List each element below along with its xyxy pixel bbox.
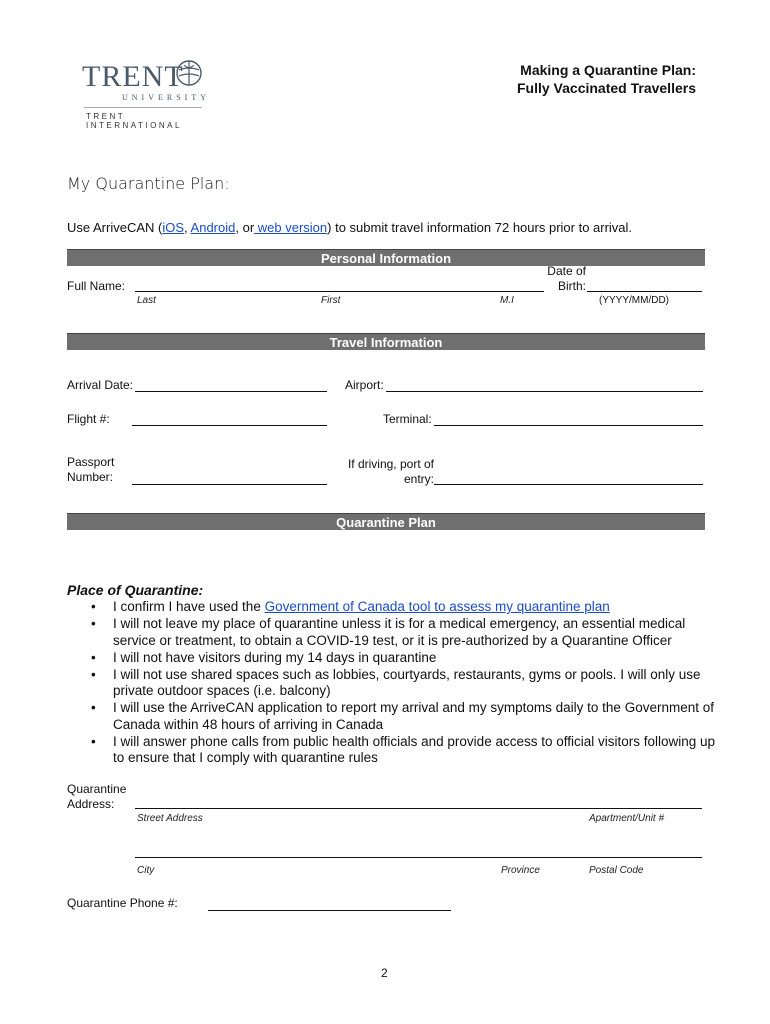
- list-item: [67, 650, 717, 667]
- bullet: •: [91, 700, 96, 715]
- bullet-text: I will not use shared spaces such as lobbies, courtyards, restaurants, gyms or pools. I will only use private outdoor spaces (i.e. balcony): [113, 666, 701, 698]
- quarantine-phone-label: Quarantine Phone #:: [67, 896, 178, 910]
- flight-field[interactable]: [132, 425, 327, 426]
- android-link[interactable]: Android: [190, 220, 236, 235]
- dob-label-line2: Birth:: [557, 279, 586, 293]
- title-line-1: Making a Quarantine Plan:: [520, 62, 696, 78]
- intro-text: [67, 220, 632, 235]
- bullet-text: I will answer phone calls from public health officials and provide access to official visitors following up to ensure that I comply with quarantine rules: [113, 733, 716, 765]
- dob-label-line1: Date of: [547, 264, 586, 278]
- logo: [78, 58, 210, 130]
- dob-label: [530, 264, 586, 294]
- airport-field[interactable]: [386, 391, 703, 392]
- passport-label: [67, 455, 114, 485]
- full-name-label: Full Name:: [67, 279, 126, 293]
- trent-crest-icon: [174, 58, 204, 88]
- terminal-field[interactable]: [434, 425, 703, 426]
- list-item: [67, 616, 717, 649]
- province-caption: Province: [501, 865, 540, 876]
- street-address-caption: Street Address: [137, 813, 203, 824]
- quarantine-phone-field[interactable]: [208, 910, 451, 911]
- logo-division: TRENT INTERNATIONAL: [86, 112, 182, 130]
- bullet-text: I will use the ArriveCAN application to report my arrival and my symptoms daily to the Government of Canada within 48 hours of arriving in Canada: [113, 700, 714, 732]
- last-name-caption: Last: [137, 295, 156, 306]
- address-label-line1: Quarantine: [67, 782, 127, 796]
- quarantine-address-label: [67, 782, 126, 812]
- travel-information-bar: Travel Information: [67, 333, 705, 350]
- intro-sep: ,: [184, 220, 191, 235]
- logo-wordmark: TRENT: [82, 60, 184, 93]
- logo-divider: [84, 107, 202, 108]
- first-name-caption: First: [321, 295, 341, 306]
- government-tool-link[interactable]: Government of Canada tool to assess my quarantine plan: [264, 599, 610, 614]
- full-name-field[interactable]: [135, 291, 544, 292]
- passport-label-line2: Number:: [67, 470, 114, 484]
- quarantine-plan-bar: Quarantine Plan: [67, 513, 705, 530]
- port-label-line2: entry:: [403, 472, 434, 486]
- list-item: [67, 667, 717, 700]
- bullet-text: I will not have visitors during my 14 days in quarantine: [113, 649, 437, 665]
- date-format-caption: (YYYY/MM/DD): [599, 295, 669, 306]
- intro-before: Use ArriveCAN (: [67, 220, 163, 235]
- passport-field[interactable]: [132, 484, 327, 485]
- bullet: •: [91, 649, 96, 665]
- bullet: •: [91, 733, 96, 749]
- page-number: 2: [381, 966, 388, 980]
- bullet-text: I confirm I have used the: [113, 599, 265, 614]
- city-province-postal-field[interactable]: [135, 857, 702, 858]
- bullet: •: [91, 599, 96, 614]
- web-version-link[interactable]: web version: [254, 220, 328, 235]
- address-label-line2: Address:: [67, 797, 115, 811]
- port-of-entry-field[interactable]: [434, 484, 703, 485]
- postal-code-caption: Postal Code: [589, 865, 644, 876]
- quarantine-checklist: [67, 599, 717, 767]
- port-label-line1: If driving, port of: [347, 457, 434, 471]
- bullet: •: [91, 666, 96, 682]
- intro-after: ) to submit travel information 72 hours prior to arrival.: [327, 220, 633, 235]
- airport-label: Airport:: [345, 378, 384, 392]
- arrival-date-field[interactable]: [135, 391, 327, 392]
- personal-information-bar: Personal Information: [67, 249, 705, 266]
- logo-university: UNIVERSITY: [122, 93, 210, 102]
- dob-field[interactable]: [587, 291, 702, 292]
- list-item: [67, 700, 717, 733]
- arrival-date-label: Arrival Date:: [67, 378, 134, 392]
- place-of-quarantine-heading: Place of Quarantine:: [67, 582, 204, 598]
- intro-sep: , or: [235, 220, 255, 235]
- ios-link[interactable]: iOS: [162, 220, 185, 235]
- port-of-entry-label: [335, 457, 434, 487]
- middle-initial-caption: M.I: [500, 295, 514, 306]
- section-heading: My Quarantine Plan:: [67, 174, 230, 193]
- document-title: [396, 61, 696, 97]
- list-item: [67, 599, 717, 616]
- terminal-label: Terminal:: [383, 412, 432, 426]
- list-item: [67, 734, 717, 767]
- bullet: •: [91, 616, 96, 631]
- passport-label-line1: Passport: [67, 455, 115, 469]
- apartment-caption: Apartment/Unit #: [589, 813, 665, 824]
- street-address-field[interactable]: [135, 808, 702, 809]
- city-caption: City: [137, 865, 155, 876]
- title-line-2: Fully Vaccinated Travellers: [517, 80, 696, 96]
- bullet-text: I will not leave my place of quarantine unless it is for a medical emergency, an essential medical service or treatment, to obtain a COVID-19 test, or it is pre-authorized by a Quarantine Officer: [113, 616, 686, 648]
- flight-label: Flight #:: [67, 412, 110, 426]
